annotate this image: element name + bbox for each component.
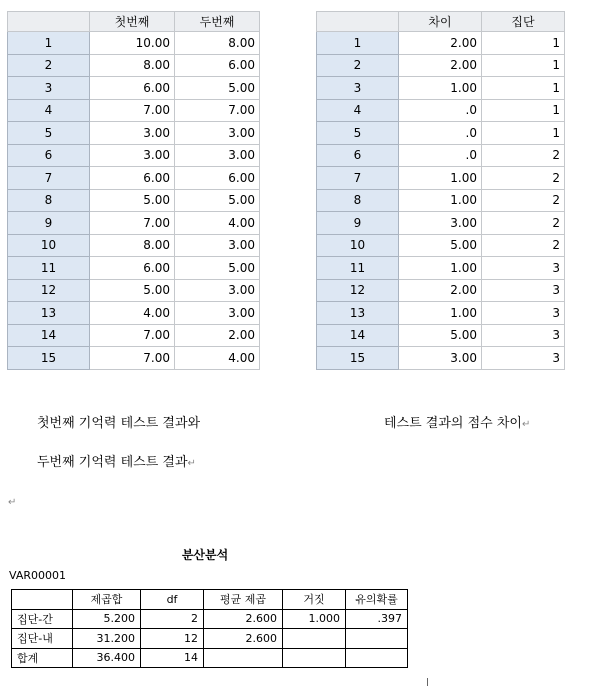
row-header[interactable]: 8: [317, 189, 399, 212]
data-cell[interactable]: 7.00: [90, 212, 175, 235]
row-header[interactable]: 7: [317, 167, 399, 190]
table-row: [317, 99, 565, 122]
grid-corner[interactable]: [8, 12, 90, 32]
anova-cell: .397: [346, 609, 408, 629]
table-row: [8, 189, 260, 212]
data-cell[interactable]: .0: [399, 122, 482, 145]
anova-cell: [283, 648, 346, 668]
table-row: [317, 122, 565, 145]
data-cell[interactable]: 6.00: [90, 167, 175, 190]
data-grid-right: [316, 11, 565, 370]
data-cell[interactable]: 2: [482, 144, 565, 167]
data-cell[interactable]: 1.00: [399, 77, 482, 100]
anova-corner: [12, 590, 73, 610]
row-header[interactable]: 14: [8, 324, 90, 347]
column-header[interactable]: 두번째: [175, 12, 260, 32]
grid-corner[interactable]: [317, 12, 399, 32]
table-row: [317, 347, 565, 370]
row-header[interactable]: 2: [8, 54, 90, 77]
data-cell[interactable]: 10.00: [90, 32, 175, 55]
table-row: [8, 122, 260, 145]
data-cell[interactable]: 7.00: [90, 99, 175, 122]
row-header[interactable]: 1: [8, 32, 90, 55]
row-header[interactable]: 10: [317, 234, 399, 257]
data-cell[interactable]: 1: [482, 122, 565, 145]
table-row: [8, 212, 260, 235]
table-row: [317, 144, 565, 167]
anova-header: 제곱합: [73, 590, 141, 610]
table-row: [317, 324, 565, 347]
data-cell[interactable]: 3.00: [399, 347, 482, 370]
anova-cell: 12: [141, 629, 204, 649]
table-row: [8, 99, 260, 122]
paragraph-mark-icon: ↵: [8, 497, 17, 508]
anova-header: df: [141, 590, 204, 610]
anova-cell: [283, 629, 346, 649]
data-grid-left: [7, 11, 260, 370]
table-row: [8, 144, 260, 167]
data-cell[interactable]: 3: [482, 279, 565, 302]
row-header[interactable]: 2: [317, 54, 399, 77]
data-cell[interactable]: 2.00: [399, 32, 482, 55]
data-cell[interactable]: 3: [482, 324, 565, 347]
data-cell[interactable]: 2.00: [399, 279, 482, 302]
data-cell[interactable]: 3.00: [175, 144, 260, 167]
data-cell[interactable]: 5.00: [175, 77, 260, 100]
anova-cell: 36.400: [73, 648, 141, 668]
table-row: [317, 32, 565, 55]
row-header[interactable]: 3: [317, 77, 399, 100]
anova-cell: 31.200: [73, 629, 141, 649]
table-row: [317, 167, 565, 190]
data-cell[interactable]: 5.00: [399, 234, 482, 257]
data-cell[interactable]: 2: [482, 212, 565, 235]
data-cell[interactable]: 1: [482, 99, 565, 122]
text-cursor: [427, 678, 428, 686]
caption-left-line1: 첫번째 기억력 테스트 결과와: [37, 416, 201, 431]
anova-row-label: 합계: [12, 648, 73, 668]
anova-cell: 1.000: [283, 609, 346, 629]
row-header[interactable]: 9: [8, 212, 90, 235]
anova-header: 거짓: [283, 590, 346, 610]
row-header[interactable]: 13: [8, 302, 90, 325]
paragraph-mark-icon: ↵: [187, 458, 196, 469]
row-header[interactable]: 15: [317, 347, 399, 370]
table-row: [8, 77, 260, 100]
anova-title: 분산분석: [181, 548, 229, 562]
row-header[interactable]: 10: [8, 234, 90, 257]
row-header[interactable]: 5: [8, 122, 90, 145]
data-cell[interactable]: 3.00: [175, 122, 260, 145]
table-row: [8, 167, 260, 190]
data-cell[interactable]: 3.00: [175, 279, 260, 302]
data-cell[interactable]: 1: [482, 32, 565, 55]
data-cell[interactable]: 4.00: [90, 302, 175, 325]
paragraph-mark-icon: ↵: [521, 419, 531, 430]
data-cell[interactable]: 5.00: [399, 324, 482, 347]
row-header[interactable]: 9: [317, 212, 399, 235]
table-row: [8, 302, 260, 325]
caption-right: 테스트 결과의 점수 차이↵: [384, 416, 531, 431]
data-cell[interactable]: 3.00: [399, 212, 482, 235]
data-cell[interactable]: 1: [482, 54, 565, 77]
table-row: [317, 234, 565, 257]
row-header[interactable]: 5: [317, 122, 399, 145]
table-row: [8, 347, 260, 370]
data-cell[interactable]: 6.00: [90, 257, 175, 280]
row-header[interactable]: 15: [8, 347, 90, 370]
data-cell[interactable]: 2.00: [175, 324, 260, 347]
data-cell[interactable]: 6.00: [175, 54, 260, 77]
data-cell[interactable]: 1.00: [399, 189, 482, 212]
data-cell[interactable]: 3.00: [90, 144, 175, 167]
row-header[interactable]: 11: [8, 257, 90, 280]
column-header[interactable]: 첫번째: [90, 12, 175, 32]
column-header[interactable]: 집단: [482, 12, 565, 32]
table-row: [317, 302, 565, 325]
table-row: [317, 77, 565, 100]
data-cell[interactable]: 5.00: [175, 257, 260, 280]
anova-row: [12, 629, 408, 649]
table-row: [8, 32, 260, 55]
anova-table: [11, 589, 408, 668]
anova-row-label: 집단-간: [12, 609, 73, 629]
anova-row: [12, 648, 408, 668]
table-row: [8, 234, 260, 257]
data-cell[interactable]: 5.00: [175, 189, 260, 212]
data-cell[interactable]: 1: [482, 77, 565, 100]
anova-row: [12, 609, 408, 629]
data-cell[interactable]: 7.00: [90, 324, 175, 347]
data-cell[interactable]: 2: [482, 167, 565, 190]
data-cell[interactable]: .0: [399, 144, 482, 167]
row-header[interactable]: 13: [317, 302, 399, 325]
data-cell[interactable]: 1.00: [399, 167, 482, 190]
data-cell[interactable]: 7.00: [90, 347, 175, 370]
data-cell[interactable]: 3.00: [175, 234, 260, 257]
data-cell[interactable]: 4.00: [175, 212, 260, 235]
data-cell[interactable]: 3: [482, 257, 565, 280]
data-cell[interactable]: 2: [482, 189, 565, 212]
row-header[interactable]: 6: [317, 144, 399, 167]
data-cell[interactable]: 6.00: [90, 77, 175, 100]
data-cell[interactable]: 2: [482, 234, 565, 257]
anova-header: 평균 제곱: [204, 590, 283, 610]
data-cell[interactable]: 4.00: [175, 347, 260, 370]
table-row: [317, 189, 565, 212]
column-header[interactable]: 차이: [399, 12, 482, 32]
row-header[interactable]: 11: [317, 257, 399, 280]
row-header[interactable]: 12: [317, 279, 399, 302]
row-header[interactable]: 8: [8, 189, 90, 212]
table-row: [8, 279, 260, 302]
data-cell[interactable]: 5.00: [90, 279, 175, 302]
data-cell[interactable]: 1.00: [399, 302, 482, 325]
row-header[interactable]: 7: [8, 167, 90, 190]
row-header[interactable]: 6: [8, 144, 90, 167]
data-cell[interactable]: 8.00: [90, 234, 175, 257]
anova-cell: 5.200: [73, 609, 141, 629]
data-cell[interactable]: 3.00: [90, 122, 175, 145]
data-cell[interactable]: 7.00: [175, 99, 260, 122]
table-row: [8, 54, 260, 77]
variable-label: VAR00001: [9, 569, 66, 582]
anova-cell: [204, 648, 283, 668]
table-row: [317, 212, 565, 235]
data-cell[interactable]: 6.00: [175, 167, 260, 190]
anova-cell: 2.600: [204, 609, 283, 629]
row-header[interactable]: 12: [8, 279, 90, 302]
data-cell[interactable]: 2.00: [399, 54, 482, 77]
anova-row-label: 집단-내: [12, 629, 73, 649]
data-cell[interactable]: 3: [482, 302, 565, 325]
anova-cell: [346, 629, 408, 649]
table-row: [317, 54, 565, 77]
data-cell[interactable]: .0: [399, 99, 482, 122]
row-header[interactable]: 3: [8, 77, 90, 100]
table-row: [317, 257, 565, 280]
table-row: [317, 279, 565, 302]
caption-left-line2: 두번째 기억력 테스트 결과↵: [37, 455, 196, 470]
row-header[interactable]: 14: [317, 324, 399, 347]
data-cell[interactable]: 1.00: [399, 257, 482, 280]
anova-cell: 2: [141, 609, 204, 629]
anova-cell: 14: [141, 648, 204, 668]
anova-cell: 2.600: [204, 629, 283, 649]
row-header[interactable]: 4: [8, 99, 90, 122]
data-cell[interactable]: 5.00: [90, 189, 175, 212]
data-cell[interactable]: 3.00: [175, 302, 260, 325]
table-row: [8, 324, 260, 347]
anova-cell: [346, 648, 408, 668]
table-row: [8, 257, 260, 280]
data-cell[interactable]: 8.00: [175, 32, 260, 55]
row-header[interactable]: 4: [317, 99, 399, 122]
data-cell[interactable]: 8.00: [90, 54, 175, 77]
anova-header: 유의확률: [346, 590, 408, 610]
row-header[interactable]: 1: [317, 32, 399, 55]
data-cell[interactable]: 3: [482, 347, 565, 370]
